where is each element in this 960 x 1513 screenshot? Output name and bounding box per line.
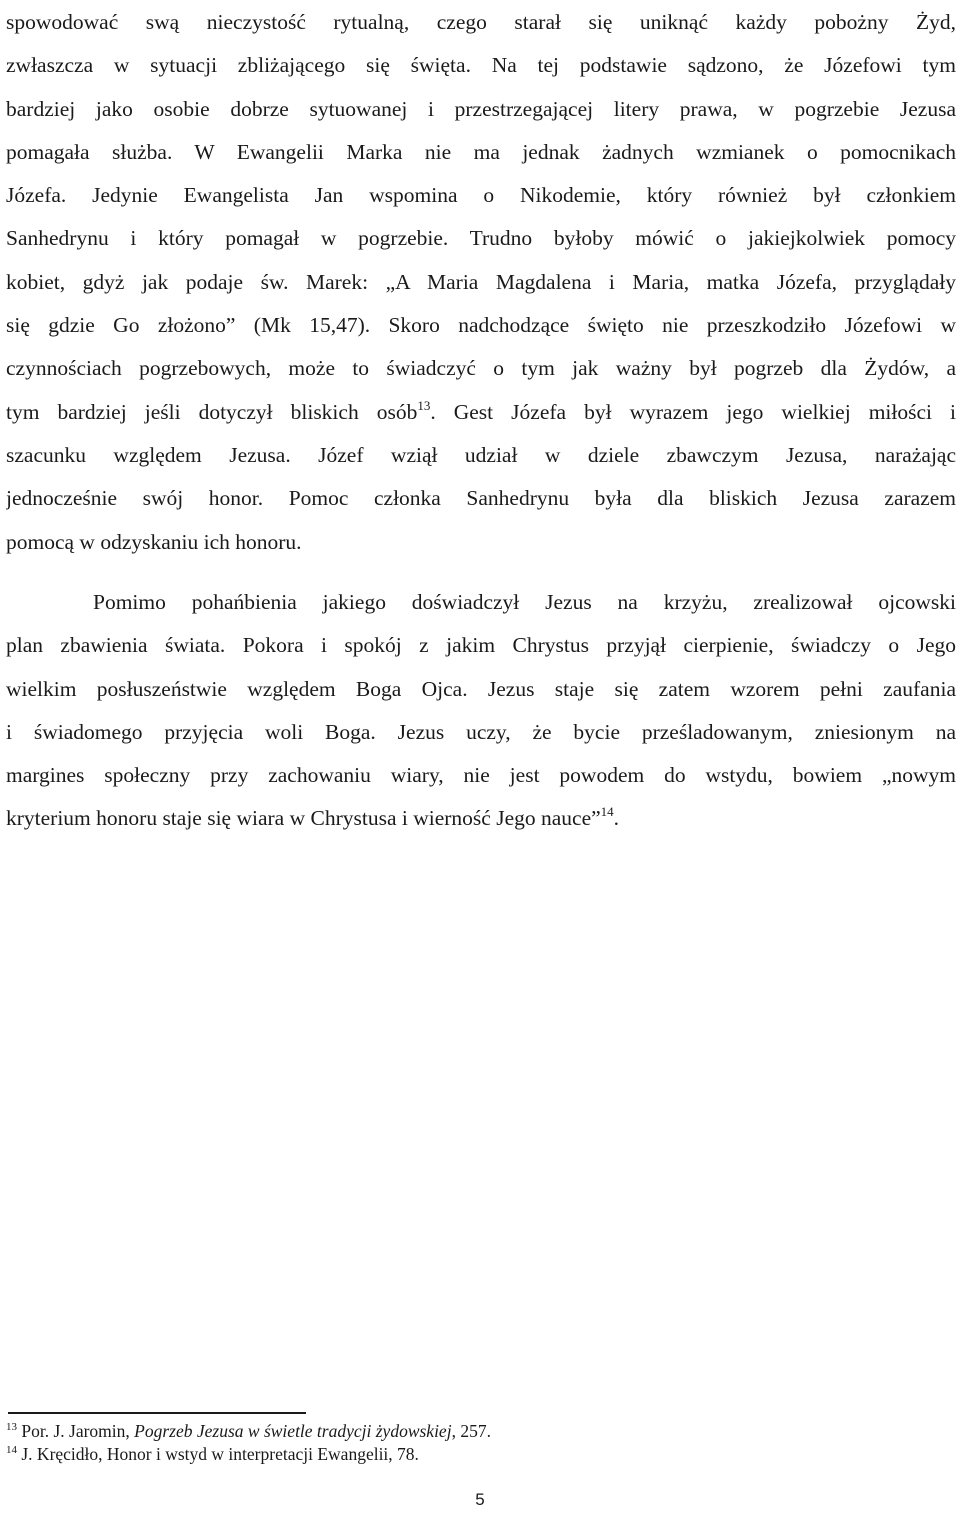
page-number: 5 bbox=[475, 1490, 485, 1509]
text-line: Sanhedrynu i który pomagał w pogrzebie. Trudno byłoby mówić o jakiejkolwiek pomocy bbox=[6, 226, 956, 251]
text-line: pomagała służba. W Ewangelii Marka nie ma jednak żadnych wzmianek o pomocnikach bbox=[6, 139, 956, 164]
text-line: kobiet, gdyż jak podaje św. Marek: „A Maria Magdalena i Maria, matka Józefa, przyglądały bbox=[6, 269, 956, 294]
footnote-text: J. Kręcidło, Honor i wstyd w interpretacji Ewangelii, 78. bbox=[21, 1443, 419, 1464]
text-line: szacunku względem Jezusa. Józef wziął udział w dziele zbawczym Jezusa, narażając bbox=[6, 442, 956, 467]
footnote-number: 14 bbox=[6, 1443, 17, 1456]
text-line: jednocześnie swój honor. Pomoc członka Sanhedrynu była dla bliskich Jezusa zarazem bbox=[6, 486, 956, 511]
text-segment: . bbox=[613, 806, 620, 831]
text-line: spowodować swą nieczystość rytualną, czego starał się uniknąć każdy pobożny Żyd, bbox=[6, 10, 956, 34]
footnote-text: Por. J. Jaromin, bbox=[21, 1421, 135, 1441]
footnote-ref-14[interactable]: 14 bbox=[600, 804, 614, 820]
text-segment: . Gest Józefa był wyrazem jego wielkiej miłości i bbox=[430, 399, 956, 424]
footnote-ref-13[interactable]: 13 bbox=[417, 397, 431, 413]
footnote-text: , 257. bbox=[451, 1421, 491, 1441]
text-line: i świadomego przyjęcia woli Boga. Jezus uczy, że bycie prześladowanym, zniesionym na bbox=[6, 719, 956, 744]
text-segment: kryterium honoru staje się wiara w Chrystusa i wierność Jego nauce” bbox=[6, 806, 601, 831]
text-line: czynnościach pogrzebowych, może to świadczyć o tym jak ważny był pogrzeb dla Żydów, a bbox=[6, 356, 956, 381]
text-line: margines społeczny przy zachowaniu wiary, nie jest powodem do wstydu, bowiem „nowym bbox=[6, 763, 956, 788]
text-line: się gdzie Go złożono” (Mk 15,47). Skoro nadchodzące święto nie przeszkodziło Józefowi w bbox=[6, 313, 956, 338]
text-line: Pomimo pohańbienia jakiego doświadczył Jezus na krzyżu, zrealizował ojcowski bbox=[93, 590, 956, 614]
footnote-13 bbox=[6, 1420, 906, 1443]
footnote-number: 13 bbox=[6, 1421, 17, 1433]
text-line: plan zbawienia świata. Pokora i spokój z jakim Chrystus przyjął cierpienie, świadczy o Jego bbox=[6, 633, 956, 658]
text-line: pomocą w odzyskaniu ich honoru. bbox=[6, 529, 302, 554]
paragraph-1 bbox=[6, 1, 956, 564]
footnote-14 bbox=[6, 1443, 906, 1466]
text-line-with-footnote-ref bbox=[6, 797, 956, 840]
footnote-book-title: Pogrzeb Jezusa w świetle tradycji żydowskiej bbox=[134, 1421, 452, 1441]
text-line: zwłaszcza w sytuacji zbliżającego się święta. Na tej podstawie sądzono, że Józefowi tym bbox=[6, 53, 956, 78]
text-line-with-footnote-ref bbox=[6, 391, 956, 434]
text-segment: tym bardziej jeśli dotyczył bliskich osób bbox=[6, 399, 418, 424]
text-line: bardziej jako osobie dobrze sytuowanej i przestrzegającej litery prawa, w pogrzebie Jezusa bbox=[6, 96, 956, 121]
text-line: Józefa. Jedynie Ewangelista Jan wspomina o Nikodemie, który również był członkiem bbox=[6, 183, 956, 208]
footnotes bbox=[6, 1420, 906, 1465]
text-line: wielkim posłuszeństwie względem Boga Ojca. Jezus staje się zatem wzorem pełni zaufania bbox=[6, 676, 956, 701]
paragraph-2 bbox=[6, 581, 956, 841]
footnote-separator bbox=[8, 1412, 306, 1414]
